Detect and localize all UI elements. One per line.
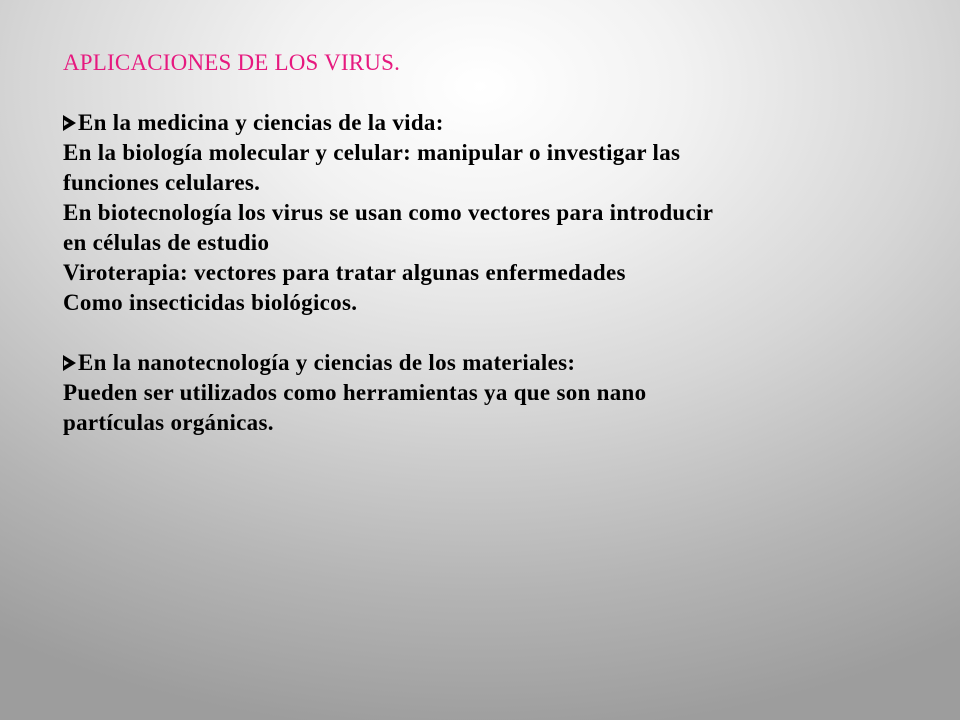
slide-title: APLICACIONES DE LOS VIRUS.: [63, 50, 401, 75]
arrow-bullet-icon: [63, 115, 76, 131]
section-heading-text: En la medicina y ciencias de la vida:: [78, 110, 444, 135]
section-heading: [63, 108, 923, 138]
section-heading-text: En la nanotecnología y ciencias de los materiales:: [78, 350, 576, 375]
body-line: En biotecnología los virus se usan como vectores para introducir: [63, 200, 714, 225]
body-line: partículas orgánicas.: [63, 410, 274, 435]
body-line: en células de estudio: [63, 230, 270, 255]
slide-content: [63, 48, 923, 468]
arrow-bullet-icon: [63, 355, 76, 371]
body-line: funciones celulares.: [63, 170, 261, 195]
section-medicine: [63, 108, 923, 318]
body-line: Pueden ser utilizados como herramientas ya que son nano: [63, 380, 647, 405]
body-line: Como insecticidas biológicos.: [63, 290, 358, 315]
section-heading: [63, 348, 923, 378]
body-line: Viroterapia: vectores para tratar algunas enfermedades: [63, 260, 626, 285]
body-line: En la biología molecular y celular: manipular o investigar las: [63, 140, 681, 165]
section-nanotech: [63, 348, 923, 438]
